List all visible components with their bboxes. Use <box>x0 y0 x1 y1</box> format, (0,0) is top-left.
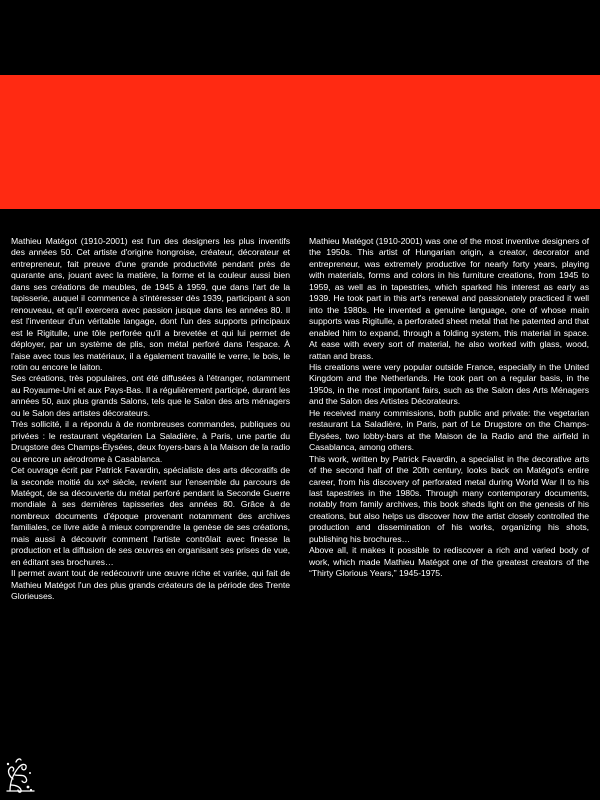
french-paragraph: Cet ouvrage écrit par Patrick Favardin, spécialiste des arts décoratifs de la seconde moitié du xxᵉ siècle, revient sur l'ensemble du parcours de Matégot, de sa découverte du métal perforé pendant la Seconde Guerre mondiale à ses dernières tapisseries des années 80. Grâce à de nombreux documents d'époque provenant notamment des archives familiales, ce livre aide à mieux comprendre la genèse de ses créations, mais aussi à découvrir comment l'artiste contrôlait avec finesse la production et la diffusion de ses œuvres en organisant ses prises de vue, en éditant ses brochures… <box>11 465 290 567</box>
english-paragraph: Above all, it makes it possible to rediscover a rich and varied body of work, which made Mathieu Matégot one of the greatest creators of the “Thirty Glorious Years,” 1945-1975. <box>309 545 589 579</box>
french-paragraph: Très sollicité, il a répondu à de nombreuses commandes, publiques ou privées : le restaurant végétarien La Saladière, à Paris, une partie du Drugstore des Champs-Élysées, deux foyers-bars à la Maison de la radio ou encore un aérodrome à Casablanca. <box>11 419 290 464</box>
english-paragraph: This work, written by Patrick Favardin, a specialist in the decorative arts of the second half of the 20th century, looks back on Matégot's entire career, from his discovery of perforated metal during World War II to his last tapestries in the 1980s. Through many contemporary documents, notably from family archives, this book sheds light on the genesis of his creations, but also helps us discover how the artist closely controlled the production and dissemination of his works, organizing his shots, publishing his brochures… <box>309 453 589 544</box>
english-paragraph: He received many commissions, both public and private: the vegetarian restaurant La Saladière, in Paris, part of Le Drugstore on the Champs-Élysées, two lobby-bars at the Maison de la Radio and the airfield in Casablanca, among others. <box>309 407 589 453</box>
french-paragraph: Mathieu Matégot (1910-2001) est l'un des designers les plus inventifs des années 50. Cet artiste d'origine hongroise, créateur, décorateur et entrepreneur, fait preuve d'une grande productivité pendant près de quarante ans, jouant avec la matière, la forme et la couleur aussi bien dans ses créations de meubles, de 1945 à 1959, que dans l'art de la tapisserie, auquel il commence à s'intéresser dès 1939, participant à son renouveau, et qu'il exercera avec passion jusque dans les années 80. Il est l'inventeur d'un véritable langage, dont l'un des supports principaux est le Rigitulle, une tôle perforée qu'il a brevetée et qui lui permet de déployer, par un système de plis, son métal perforé dans l'espace. À l'aise avec tous les matériaux, il a également travaillé le verre, le bois, le rotin ou encore le laiton. <box>11 236 290 372</box>
french-paragraph: Ses créations, très populaires, ont été diffusées à l'étranger, notamment au Royaume-Uni et aux Pays-Bas. Il a régulièrement participé, durant les années 50, aux plus grands Salons, tels que le Salon des arts ménagers ou le Salon des artistes décorateurs. <box>11 373 290 418</box>
english-paragraph: His creations were very popular outside France, especially in the United Kingdom and the Netherlands. He took part on a regular basis, in the 1950s, in the most important fairs, such as the Salon des Arts Ménagers and the Salon des Artistes Décorateurs. <box>309 361 589 407</box>
english-text-column <box>309 236 589 580</box>
french-text-column <box>11 236 290 603</box>
floral-ornament-icon <box>4 754 38 794</box>
red-color-band <box>0 75 600 209</box>
english-paragraph: Mathieu Matégot (1910-2001) was one of the most inventive designers of the 1950s. This artist of Hungarian origin, a creator, decorator and entrepreneur, was extremely productive for nearly forty years, playing with materials, forms and colors in his furniture creations, from 1945 to 1959, as well as in tapestries, which sparked his interest as early as 1939. He took part in this art's renewal and passionately practiced it well into the 1980s. He invented a genuine language, one of whose main supports was Rigitulle, a perforated sheet metal that he patented and that enabled him to expand, through a folding system, this material in space. At ease with every sort of material, he also worked with glass, wood, rattan and brass. <box>309 236 589 361</box>
french-paragraph: Il permet avant tout de redécouvrir une œuvre riche et variée, qui fait de Mathieu Matégot l'un des plus grands créateurs de la période des Trente Glorieuses. <box>11 568 290 602</box>
